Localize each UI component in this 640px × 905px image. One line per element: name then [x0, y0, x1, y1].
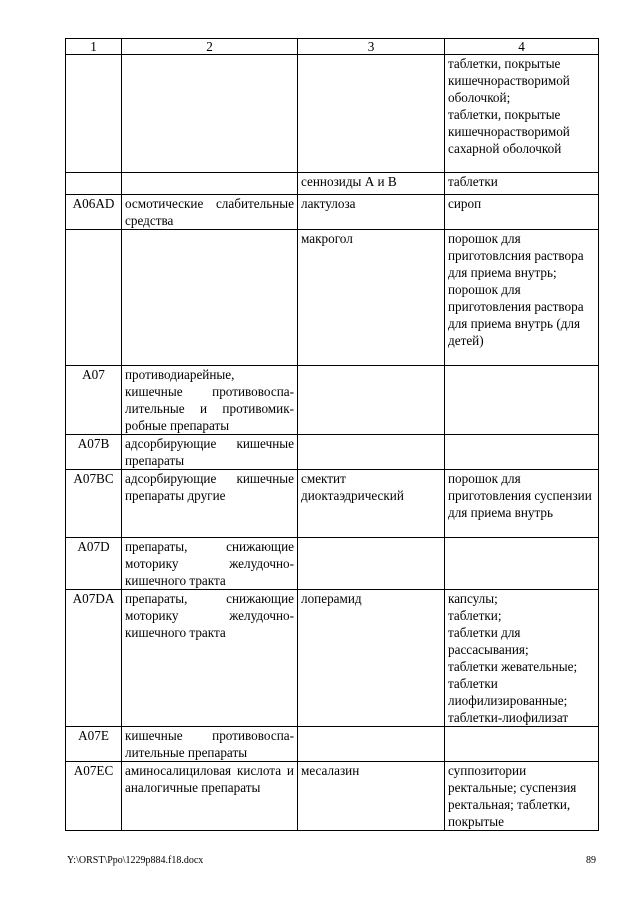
table-row: [66, 727, 599, 762]
header-col-3: 3: [298, 39, 445, 55]
table-row: [66, 538, 599, 590]
drug-cell: смектит диоктаэдрический: [298, 470, 445, 538]
form-cell: [445, 538, 599, 590]
drug-cell: сеннозиды А и В: [298, 173, 445, 195]
table-row: [66, 230, 599, 366]
drug-cell: лоперамид: [298, 590, 445, 727]
code-cell: A07D: [66, 538, 122, 590]
group-cell: аминосалициловая кислота и аналогичные препараты: [122, 762, 298, 831]
table-row: [66, 762, 599, 831]
header-col-1: 1: [66, 39, 122, 55]
form-cell: [445, 366, 599, 435]
group-cell: препараты, снижающие моторику желудочно-кишечного тракта: [122, 538, 298, 590]
form-cell: таблетки, покрытые кишечнорастворимой оболочкой; таблетки, покрытые кишечнорастворимой сахарной оболочкой: [445, 55, 599, 173]
group-cell: адсорбирующие кишечные препараты: [122, 435, 298, 470]
drug-cell: [298, 366, 445, 435]
header-row: [66, 39, 599, 55]
drug-cell: [298, 538, 445, 590]
form-cell: таблетки: [445, 173, 599, 195]
group-cell: препараты, снижающие моторику желудочно-кишечного тракта: [122, 590, 298, 727]
group-cell: [122, 173, 298, 195]
form-cell: сироп: [445, 195, 599, 230]
table-row: [66, 366, 599, 435]
form-cell: [445, 435, 599, 470]
drug-cell: [298, 727, 445, 762]
code-cell: [66, 55, 122, 173]
table-row: [66, 173, 599, 195]
code-cell: A07B: [66, 435, 122, 470]
code-cell: A07BC: [66, 470, 122, 538]
header-col-2: 2: [122, 39, 298, 55]
code-cell: A07EC: [66, 762, 122, 831]
footer-page-number: 89: [586, 855, 596, 866]
drug-cell: месалазин: [298, 762, 445, 831]
drug-cell: [298, 435, 445, 470]
code-cell: [66, 173, 122, 195]
group-cell: противодиарейные, кишечные противовоспа-лительные и противомик-робные препараты: [122, 366, 298, 435]
code-cell: A06AD: [66, 195, 122, 230]
form-cell: капсулы; таблетки; таблетки для рассасывания; таблетки жевательные; таблетки лиофилизированные; таблетки-лиофилизат: [445, 590, 599, 727]
drug-cell: [298, 55, 445, 173]
form-cell: суппозитории ректальные; суспензия ректальная; таблетки, покрытые: [445, 762, 599, 831]
group-cell: [122, 55, 298, 173]
table-row: [66, 590, 599, 727]
form-cell: порошок для приготовления суспензии для приема внутрь: [445, 470, 599, 538]
table-row: [66, 55, 599, 173]
table-row: [66, 435, 599, 470]
code-cell: A07: [66, 366, 122, 435]
code-cell: [66, 230, 122, 366]
group-cell: осмотические слабительные средства: [122, 195, 298, 230]
form-cell: порошок для приготовлсния раствора для приема внутрь; порошок для приготовления раствора для приема внутрь (для детей): [445, 230, 599, 366]
table-row: [66, 470, 599, 538]
drug-cell: лактулоза: [298, 195, 445, 230]
code-cell: A07DA: [66, 590, 122, 727]
drug-classification-table: [65, 38, 599, 831]
table-row: [66, 195, 599, 230]
code-cell: A07E: [66, 727, 122, 762]
form-cell: [445, 727, 599, 762]
drug-cell: макрогол: [298, 230, 445, 366]
footer-file-path: Y:\ORST\Ppo\1229p884.f18.docx: [67, 855, 204, 866]
header-col-4: 4: [445, 39, 599, 55]
group-cell: [122, 230, 298, 366]
group-cell: адсорбирующие кишечные препараты другие: [122, 470, 298, 538]
group-cell: кишечные противовоспа-лительные препараты: [122, 727, 298, 762]
